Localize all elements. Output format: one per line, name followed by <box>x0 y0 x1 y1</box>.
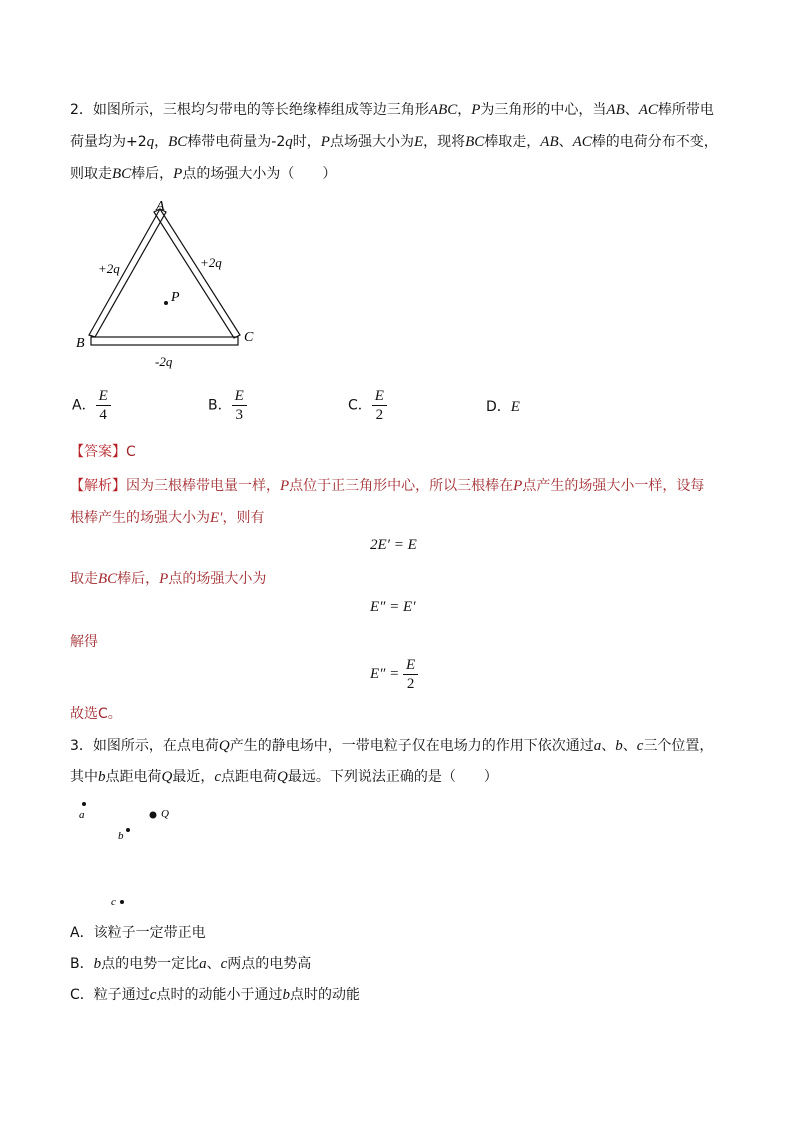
option-c-num: E <box>372 387 387 406</box>
q3-text: 最远。下列说法正确的是（ ） <box>287 769 498 785</box>
equation-1: 2E′ = E <box>370 537 417 553</box>
q3-opt-text: 、 <box>206 956 221 972</box>
analysis-var: P <box>280 478 290 494</box>
q2-text: 2．如图所示，三根均匀带电的等长绝缘棒组成等边三角形 <box>70 102 429 118</box>
q3-opt-var: c <box>149 987 157 1003</box>
analysis-text: 因为三根棒带电量一样， <box>126 478 280 494</box>
q3-opt-var: b <box>282 987 290 1003</box>
analysis-var: BC <box>98 571 118 587</box>
q2-var: P <box>471 102 481 118</box>
equation-3 <box>370 656 418 693</box>
label-point-q: Q <box>161 808 169 820</box>
analysis-var: P <box>513 478 523 494</box>
q3-var: Q <box>277 769 288 785</box>
q3-var: a <box>593 738 602 754</box>
answer-value: C <box>126 444 136 460</box>
triangle-figure <box>70 195 270 375</box>
q2-text: 点场强大小为 <box>329 134 414 150</box>
rod-bc <box>91 337 238 345</box>
label-p: P <box>171 290 180 305</box>
label-b: B <box>76 336 85 351</box>
q2-var: q <box>285 134 293 150</box>
q3-opt-var: a <box>199 956 207 972</box>
q3-opt-text: 两点的电势高 <box>227 956 312 972</box>
option-a-fraction <box>96 387 111 424</box>
option-a-letter: A． <box>72 397 96 414</box>
q2-var: BC <box>465 134 485 150</box>
q3-opt-text: C．粒子通过 <box>70 987 150 1003</box>
label-point-c: c <box>111 896 116 908</box>
q2-stem-line3 <box>70 164 336 184</box>
q3-text: 、 <box>601 738 616 754</box>
option-b-num: E <box>232 387 247 406</box>
analysis-line3 <box>70 569 266 589</box>
right-charge-label: +2q <box>200 255 222 270</box>
option-c-den: 2 <box>375 407 384 423</box>
q2-var: ABC <box>428 102 458 118</box>
q2-var: AC <box>638 102 658 118</box>
analysis-text: 取走 <box>70 571 98 587</box>
q2-text: 、 <box>624 102 639 118</box>
label-c: C <box>244 330 254 345</box>
q3-option-c[interactable] <box>70 985 360 1005</box>
option-d[interactable] <box>486 397 520 417</box>
q3-opt-text: B． <box>70 956 94 972</box>
label-point-b: b <box>118 830 124 842</box>
q3-text: 其中 <box>70 769 98 785</box>
analysis-line2 <box>70 508 264 528</box>
option-b-den: 3 <box>235 407 243 423</box>
analysis-text: 点的场强大小为 <box>168 571 267 587</box>
point-b <box>126 828 130 832</box>
q2-text: ， <box>457 102 472 118</box>
option-d-letter: D． <box>486 399 511 415</box>
q2-var: AB <box>540 134 559 150</box>
left-charge-label: +2q <box>98 261 120 276</box>
option-b-fraction <box>232 387 247 424</box>
q2-var: BC <box>168 134 188 150</box>
option-a-num: E <box>96 387 111 406</box>
q2-text: 则取走 <box>70 166 112 182</box>
equation-3-num: E <box>403 656 418 675</box>
charge-points-figure <box>70 795 210 915</box>
analysis-var: P <box>159 571 169 587</box>
q3-option-a[interactable]: A．该粒子一定带正电 <box>70 925 206 941</box>
analysis-var: E′ <box>210 510 223 526</box>
q2-var: q <box>146 134 155 150</box>
option-b[interactable] <box>208 387 247 424</box>
point-charge-q <box>150 812 157 819</box>
q3-var: Q <box>218 738 230 754</box>
q2-text: 时， <box>292 134 321 150</box>
q2-text: 棒取走， <box>484 134 541 150</box>
analysis-text: 根棒产生的场强大小为 <box>70 510 210 526</box>
q3-var: c <box>636 738 644 754</box>
q2-var: E <box>413 134 424 150</box>
option-c-fraction <box>372 387 387 424</box>
q3-var: c <box>214 769 222 785</box>
q2-text: 棒所带电 <box>657 102 714 118</box>
q3-opt-var: c <box>220 956 228 972</box>
option-d-value: E <box>510 399 520 415</box>
q2-text: 、 <box>558 134 573 150</box>
analysis-text: 点产生的场强大小一样，设每 <box>522 478 705 494</box>
point-c <box>120 900 124 904</box>
option-a-den: 4 <box>99 407 107 423</box>
q3-text: 三个位置， <box>643 738 714 754</box>
analysis-text: ，则有 <box>222 510 265 526</box>
q2-text: 棒的电荷分布不变， <box>591 134 718 150</box>
answer-line <box>70 442 136 462</box>
q3-opt-text: 点时的动能 <box>289 987 360 1003</box>
rod-ac <box>154 209 240 338</box>
analysis-tag: 【解析】 <box>70 478 126 494</box>
q3-opt-var: b <box>93 956 102 972</box>
option-c[interactable] <box>348 387 387 424</box>
option-a[interactable] <box>72 387 111 424</box>
q2-text: ， <box>154 134 169 150</box>
q2-var: AB <box>606 102 625 118</box>
bottom-charge-label: -2q <box>155 354 173 369</box>
q2-var: P <box>173 166 183 182</box>
equation-3-den: 2 <box>406 676 415 692</box>
q2-text: 为三角形的中心，当 <box>480 102 607 118</box>
conclusion: 故选C。 <box>70 706 122 722</box>
q2-var: AC <box>572 134 592 150</box>
q3-text: 最近， <box>172 769 215 785</box>
q2-text: 荷量均为+2 <box>70 134 147 150</box>
label-point-a: a <box>79 809 85 821</box>
label-a: A <box>156 199 165 214</box>
point-a <box>82 802 86 806</box>
analysis-text: 棒后， <box>117 571 160 587</box>
equation-3-left: E″ = <box>370 666 400 682</box>
q3-var: b <box>615 738 623 754</box>
q2-text: 棒后， <box>131 166 174 182</box>
q3-text: 3．如图所示，在点电荷 <box>70 738 219 754</box>
solve-label: 解得 <box>70 634 98 650</box>
analysis-line1 <box>70 476 704 496</box>
q2-text: 点的场强大小为（ ） <box>182 166 337 182</box>
q2-text: 棒带电荷量为-2 <box>187 134 286 150</box>
analysis-text: 点位于正三角形中心，所以三根棒在 <box>289 478 514 494</box>
q3-opt-text: 点时的动能小于通过 <box>156 987 283 1003</box>
q3-text: 点距电荷 <box>105 769 162 785</box>
q3-text: 、 <box>622 738 637 754</box>
q3-stem-line1 <box>70 736 713 756</box>
q3-text: 产生的静电场中，一带电粒子仅在电场力的作用下依次通过 <box>229 738 594 754</box>
center-point-p <box>164 301 168 305</box>
q3-option-b[interactable] <box>70 954 311 974</box>
answer-tag: 【答案】 <box>70 444 126 460</box>
q2-var: P <box>320 134 330 150</box>
q2-stem-line1 <box>70 100 714 120</box>
q2-text: ，现将 <box>423 134 466 150</box>
equation-3-fraction <box>403 656 418 693</box>
q3-text: 点距电荷 <box>221 769 278 785</box>
option-c-letter: C． <box>348 397 372 414</box>
q3-var: b <box>98 769 106 785</box>
q3-stem-line2 <box>70 767 498 787</box>
q2-stem-line2 <box>70 132 718 152</box>
q2-var: BC <box>112 166 132 182</box>
q3-var: Q <box>161 769 173 785</box>
equation-2: E″ = E′ <box>370 599 416 615</box>
q3-opt-text: 点的电势一定比 <box>101 956 200 972</box>
option-b-letter: B． <box>208 397 232 414</box>
